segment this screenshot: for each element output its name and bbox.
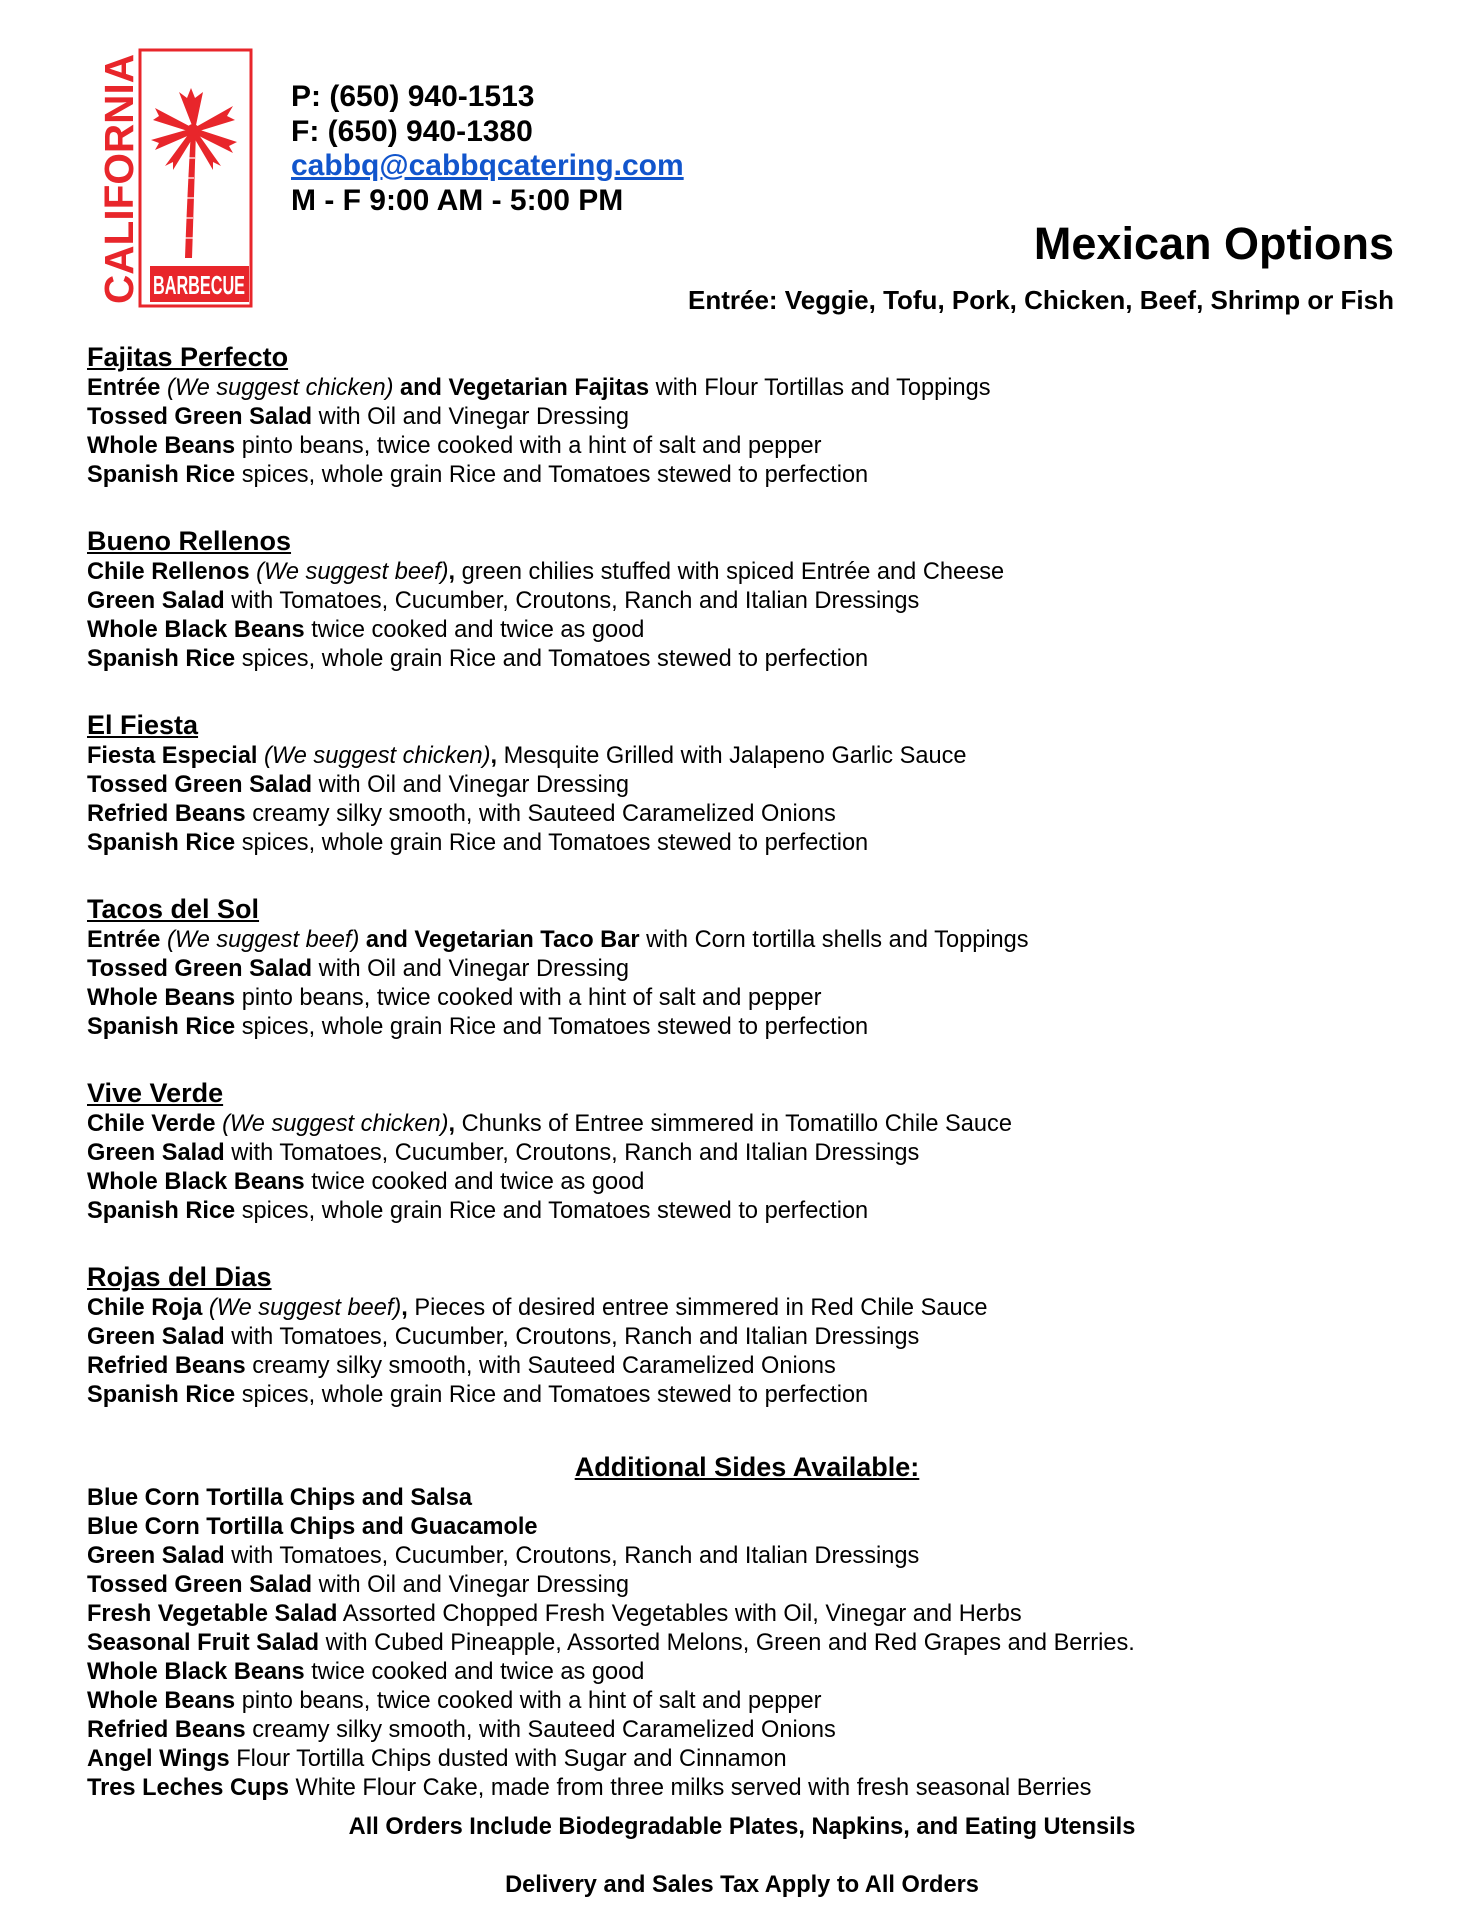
item-name: Green Salad <box>87 1324 225 1350</box>
additional-sides-list <box>87 1484 1407 1803</box>
menu-section <box>87 340 1407 490</box>
menu-item-line <box>87 1352 1407 1381</box>
item-name: Whole Black Beans <box>87 617 305 643</box>
item-name: Blue Corn Tortilla Chips and Guacamole <box>87 1514 538 1540</box>
item-description: with Tomatoes, Cucumber, Croutons, Ranch and Italian Dressings <box>224 1543 920 1569</box>
item-name: , <box>448 559 456 585</box>
menu-section <box>87 708 1407 858</box>
item-name: and Vegetarian Taco Bar <box>359 927 640 953</box>
menu-item-line <box>87 1484 1407 1513</box>
item-name: Angel Wings <box>87 1746 230 1772</box>
item-name: Chile Verde <box>87 1111 223 1137</box>
item-description: creamy silky smooth, with Sauteed Caramelized Onions <box>245 1717 836 1743</box>
menu-item-line <box>87 1542 1407 1571</box>
item-name: Chile Rellenos <box>87 559 257 585</box>
item-description: Pieces of desired entree simmered in Red Chile Sauce <box>407 1295 988 1321</box>
item-name: Whole Black Beans <box>87 1169 305 1195</box>
menu-section <box>87 524 1407 674</box>
item-name: Refried Beans <box>87 801 246 827</box>
menu-section <box>87 892 1407 1042</box>
additional-sides-title: Additional Sides Available: <box>574 1452 920 1482</box>
item-suggestion: (We suggest chicken) <box>167 375 394 401</box>
menu-item-line <box>87 955 1407 984</box>
menu-item-line <box>87 771 1407 800</box>
page-title: Mexican Options <box>1033 218 1394 269</box>
email-link[interactable]: cabbq@cabbqcatering.com <box>291 149 684 182</box>
fax-number: F: (650) 940-1380 <box>291 114 533 148</box>
item-name: Spanish Rice <box>87 1382 236 1408</box>
menu-item-line <box>87 1197 1407 1226</box>
item-name: Spanish Rice <box>87 1014 236 1040</box>
item-description: with Tomatoes, Cucumber, Croutons, Ranch and Italian Dressings <box>224 1324 920 1350</box>
item-description: spices, whole grain Rice and Tomatoes stewed to perfection <box>235 830 869 856</box>
item-description: pinto beans, twice cooked with a hint of salt and pepper <box>235 433 822 459</box>
menu-item-line <box>87 1745 1407 1774</box>
item-name: Green Salad <box>87 588 225 614</box>
menu-item-line <box>87 1658 1407 1687</box>
item-description: spices, whole grain Rice and Tomatoes stewed to perfection <box>235 1382 869 1408</box>
item-description: with Oil and Vinegar Dressing <box>312 772 630 798</box>
section-title: Bueno Rellenos <box>87 526 292 556</box>
menu-item-line <box>87 800 1407 829</box>
menu-item-line <box>87 1013 1407 1042</box>
item-name: Fiesta Especial <box>87 743 265 769</box>
section-title: El Fiesta <box>87 710 199 740</box>
menu-item-line <box>87 432 1407 461</box>
menu-item-line <box>87 1294 1407 1323</box>
item-description: spices, whole grain Rice and Tomatoes stewed to perfection <box>235 646 869 672</box>
footer-note-tax: Delivery and Sales Tax Apply to All Orders <box>505 1872 979 1898</box>
item-description: Flour Tortilla Chips dusted with Sugar and Cinnamon <box>229 1746 787 1772</box>
item-description: spices, whole grain Rice and Tomatoes stewed to perfection <box>235 462 869 488</box>
item-name: Tossed Green Salad <box>87 1572 313 1598</box>
menu-section <box>87 1076 1407 1226</box>
item-description: twice cooked and twice as good <box>304 1659 645 1685</box>
item-description: Chunks of Entree simmered in Tomatillo Chile Sauce <box>455 1111 1012 1137</box>
item-name: , <box>401 1295 408 1321</box>
item-name: Refried Beans <box>87 1717 246 1743</box>
item-description: with Flour Tortillas and Toppings <box>649 375 991 401</box>
svg-text:BARBECUE: BARBECUE <box>153 270 245 300</box>
menu-item-line <box>87 984 1407 1013</box>
menu-item-line <box>87 587 1407 616</box>
menu-item-line <box>87 1110 1407 1139</box>
menu-item-line <box>87 1571 1407 1600</box>
menu-item-line <box>87 1139 1407 1168</box>
item-description: with Corn tortilla shells and Toppings <box>639 927 1029 953</box>
item-name: , <box>448 1111 456 1137</box>
item-name: Whole Beans <box>87 1688 236 1714</box>
item-suggestion: (We suggest beef) <box>256 559 449 585</box>
menu-content <box>87 340 1407 1803</box>
menu-item-line <box>87 1629 1407 1658</box>
item-description: twice cooked and twice as good <box>304 1169 645 1195</box>
california-barbecue-logo <box>95 48 255 310</box>
item-description: with Oil and Vinegar Dressing <box>312 404 630 430</box>
menu-item-line <box>87 1323 1407 1352</box>
contact-info <box>291 80 684 218</box>
item-name: Fresh Vegetable Salad <box>87 1601 338 1627</box>
item-name: Seasonal Fruit Salad <box>87 1630 320 1656</box>
menu-item-line <box>87 1716 1407 1745</box>
item-name: Tossed Green Salad <box>87 772 313 798</box>
item-description: pinto beans, twice cooked with a hint of salt and pepper <box>235 985 822 1011</box>
section-title: Vive Verde <box>87 1078 224 1108</box>
item-name: Refried Beans <box>87 1353 246 1379</box>
section-title: Tacos del Sol <box>87 894 260 924</box>
item-suggestion: (We suggest chicken) <box>264 743 491 769</box>
menu-item-line <box>87 926 1407 955</box>
item-name: Blue Corn Tortilla Chips and Salsa <box>87 1485 472 1511</box>
menu-item-line <box>87 616 1407 645</box>
menu-item-line <box>87 403 1407 432</box>
item-description: with Oil and Vinegar Dressing <box>312 1572 630 1598</box>
item-name: Whole Beans <box>87 433 236 459</box>
item-name: Green Salad <box>87 1140 225 1166</box>
footer-note-utensils: All Orders Include Biodegradable Plates, Napkins, and Eating Utensils <box>348 1814 1136 1840</box>
menu-item-line <box>87 461 1407 490</box>
item-description: with Tomatoes, Cucumber, Croutons, Ranch and Italian Dressings <box>224 588 920 614</box>
item-suggestion: (We suggest beef) <box>208 1295 402 1321</box>
item-name: Entrée <box>87 927 167 953</box>
item-name: Tossed Green Salad <box>87 404 313 430</box>
item-description: twice cooked and twice as good <box>304 617 645 643</box>
item-name: , <box>490 743 498 769</box>
menu-item-line <box>87 829 1407 858</box>
menu-item-line <box>87 1381 1407 1410</box>
item-name: Entrée <box>87 375 167 401</box>
item-name: Whole Black Beans <box>87 1659 305 1685</box>
menu-item-line <box>87 558 1407 587</box>
item-description: Mesquite Grilled with Jalapeno Garlic Sauce <box>497 743 967 769</box>
menu-item-line <box>87 1600 1407 1629</box>
item-description: White Flour Cake, made from three milks served with fresh seasonal Berries <box>288 1775 1092 1801</box>
entree-options: Entrée: Veggie, Tofu, Pork, Chicken, Beef, Shrimp or Fish <box>688 285 1394 315</box>
item-description: Assorted Chopped Fresh Vegetables with Oil, Vinegar and Herbs <box>337 1601 1022 1627</box>
item-description: creamy silky smooth, with Sauteed Caramelized Onions <box>245 801 836 827</box>
item-name: and Vegetarian Fajitas <box>393 375 650 401</box>
menu-item-line <box>87 645 1407 674</box>
svg-text:CALIFORNIA: CALIFORNIA <box>96 51 142 304</box>
phone-number: P: (650) 940-1513 <box>291 80 535 113</box>
item-suggestion: (We suggest chicken) <box>222 1111 449 1137</box>
item-name: Spanish Rice <box>87 830 236 856</box>
section-title: Fajitas Perfecto <box>87 342 289 372</box>
item-name: Spanish Rice <box>87 1198 236 1224</box>
item-name: Spanish Rice <box>87 646 236 672</box>
item-name: Tres Leches Cups <box>87 1775 289 1801</box>
item-description: creamy silky smooth, with Sauteed Caramelized Onions <box>245 1353 836 1379</box>
item-name: Whole Beans <box>87 985 236 1011</box>
item-description: pinto beans, twice cooked with a hint of salt and pepper <box>235 1688 822 1714</box>
item-suggestion: (We suggest beef) <box>167 927 360 953</box>
menu-item-line <box>87 742 1407 771</box>
menu-item-line <box>87 1774 1407 1803</box>
item-name: Tossed Green Salad <box>87 956 313 982</box>
item-name: Chile Roja <box>87 1295 209 1321</box>
item-description: spices, whole grain Rice and Tomatoes stewed to perfection <box>235 1198 869 1224</box>
menu-section <box>87 1260 1407 1410</box>
section-title: Rojas del Dias <box>87 1262 272 1292</box>
item-name: Spanish Rice <box>87 462 236 488</box>
menu-item-line <box>87 1687 1407 1716</box>
menu-item-line <box>87 374 1407 403</box>
item-description: with Oil and Vinegar Dressing <box>312 956 630 982</box>
menu-item-line <box>87 1168 1407 1197</box>
item-description: green chilies stuffed with spiced Entrée and Cheese <box>455 559 1005 585</box>
menu-item-line <box>87 1513 1407 1542</box>
business-hours: M - F 9:00 AM - 5:00 PM <box>291 183 624 217</box>
item-description: with Tomatoes, Cucumber, Croutons, Ranch and Italian Dressings <box>224 1140 920 1166</box>
item-description: spices, whole grain Rice and Tomatoes stewed to perfection <box>235 1014 869 1040</box>
item-description: with Cubed Pineapple, Assorted Melons, Green and Red Grapes and Berries. <box>319 1630 1135 1656</box>
item-name: Green Salad <box>87 1543 225 1569</box>
